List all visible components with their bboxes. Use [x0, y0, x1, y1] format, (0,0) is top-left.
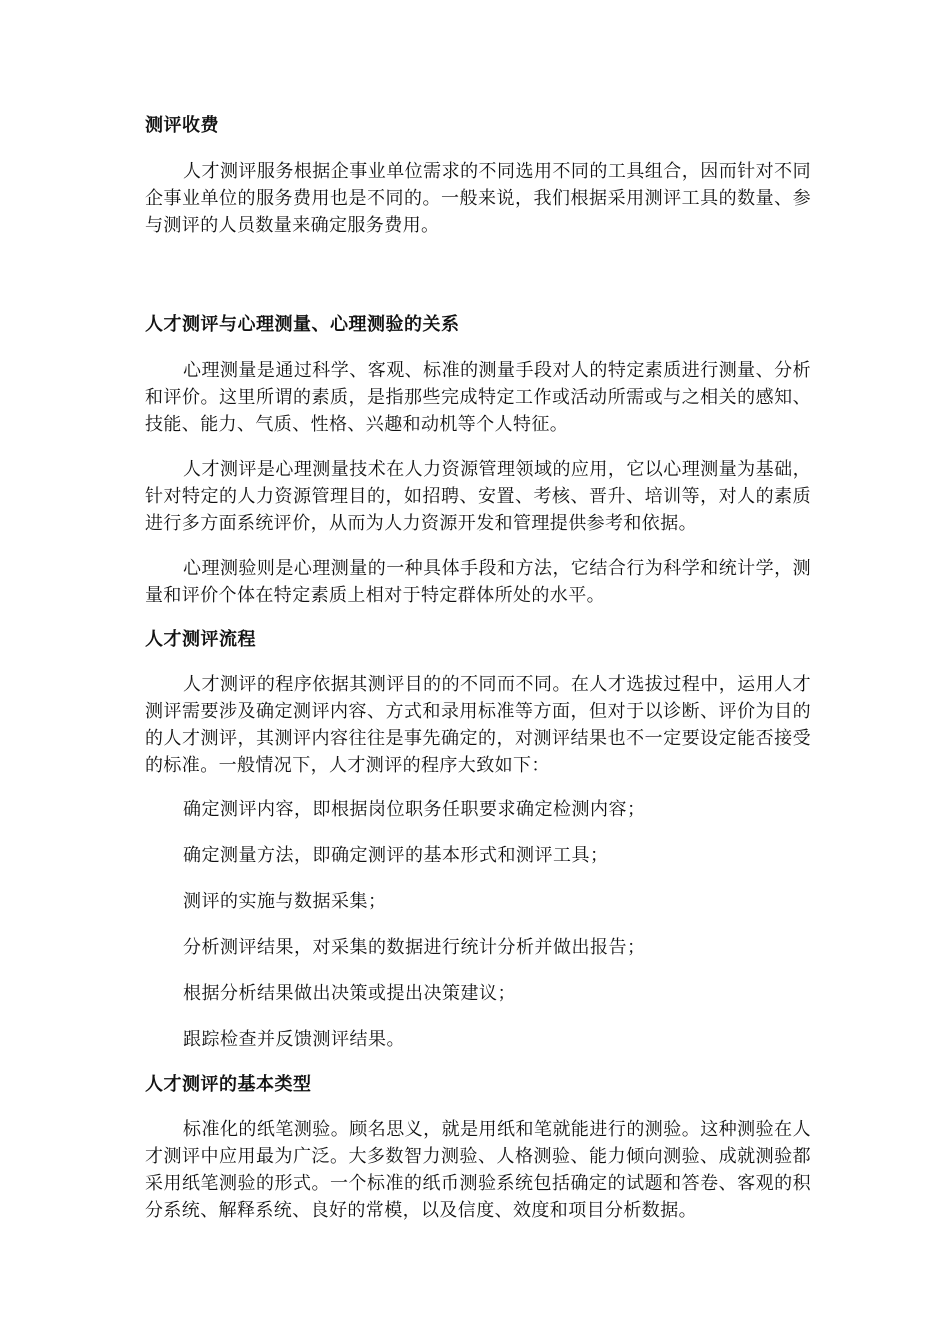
- section-title-process: 人才测评流程: [145, 629, 256, 650]
- paragraph-process-intro: 人才测评的程序依据其测评目的的不同而不同。在人才选拔过程中，运用人才测评需要涉及确定测评内容、方式和录用标准等方面，但对于以诊断、评价为目的的人才测评，其测评内容往往是事先确定的，对测评结果也不一定要设定能否接受的标准。一般情况下，人才测评的程序大致如下：: [145, 674, 811, 776]
- paragraph-psych-test: 心理测验则是心理测量的一种具体手段和方法，它结合行为科学和统计学，测量和评价个体在特定素质上相对于特定群体所处的水平。: [145, 558, 811, 606]
- process-step-6: 跟踪检查并反馈测评结果。: [183, 1029, 405, 1050]
- paragraph-paper-test: 标准化的纸笔测验。顾名思义，就是用纸和笔就能进行的测验。这种测验在人才测评中应用最为广泛。大多数智力测验、人格测验、能力倾向测验、成就测验都采用纸笔测验的形式。一个标准的纸币测验系统包括确定的试题和答卷、客观的积分系统、解释系统、良好的常模，以及信度、效度和项目分析数据。: [145, 1119, 811, 1221]
- section-title-types: 人才测评的基本类型: [145, 1074, 312, 1095]
- process-step-4: 分析测评结果，对采集的数据进行统计分析并做出报告；: [183, 937, 646, 958]
- section-title-relationship: 人才测评与心理测量、心理测验的关系: [145, 314, 460, 335]
- process-step-2: 确定测量方法，即确定测评的基本形式和测评工具；: [183, 845, 609, 866]
- process-step-5: 根据分析结果做出决策或提出决策建议；: [183, 983, 516, 1004]
- document-page: [145, 112, 811, 1224]
- paragraph-fees: 人才测评服务根据企事业单位需求的不同选用不同的工具组合，因而针对不同企事业单位的服务费用也是不同的。一般来说，我们根据采用测评工具的数量、参与测评的人员数量来确定服务费用。: [145, 161, 811, 236]
- process-step-1: 确定测评内容，即根据岗位职务任职要求确定检测内容；: [183, 799, 646, 820]
- paragraph-talent-assessment: 人才测评是心理测量技术在人力资源管理领域的应用，它以心理测量为基础，针对特定的人力资源管理目的，如招聘、安置、考核、晋升、培训等，对人的素质进行多方面系统评价，从而为人力资源开发和管理提供参考和依据。: [145, 459, 811, 534]
- paragraph-psych-measurement: 心理测量是通过科学、客观、标准的测量手段对人的特定素质进行测量、分析和评价。这里所谓的素质，是指那些完成特定工作或活动所需或与之相关的感知、技能、能力、气质、性格、兴趣和动机等个人特征。: [145, 360, 811, 435]
- process-step-3: 测评的实施与数据采集；: [183, 891, 387, 912]
- section-title-fees: 测评收费: [145, 115, 219, 136]
